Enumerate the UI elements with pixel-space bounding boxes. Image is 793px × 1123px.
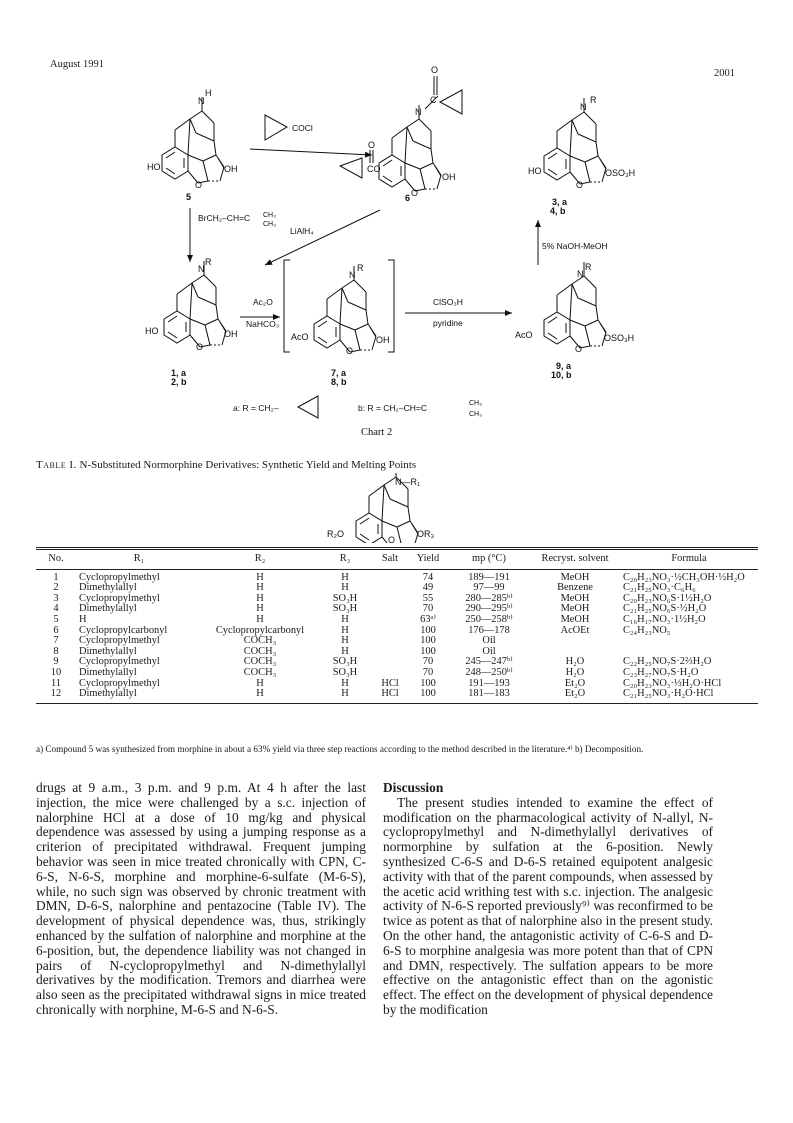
table-cell: H bbox=[318, 689, 372, 703]
table-cell: C₂₀H₂₃NO₃·½CH₃OH·½H₂O bbox=[623, 571, 745, 583]
table-cell: H bbox=[256, 592, 264, 604]
col-mp: mp (°C) bbox=[448, 549, 530, 570]
table-cell: 10 bbox=[50, 666, 62, 678]
svg-text:b: R = CH₂–CH=C: b: R = CH₂–CH=C bbox=[358, 403, 427, 413]
table-cell: C₂₃H₂₇NO₇S·H₂O bbox=[623, 666, 699, 678]
table-cell: C₂₁H₂₅NO₆S·½H₂O bbox=[623, 603, 707, 615]
table-cell: C₂₁H₂₅NO₃·H₂O·HCl bbox=[620, 689, 758, 703]
table-caption bbox=[36, 459, 416, 471]
table-cell: 100 bbox=[420, 677, 436, 689]
table-cell bbox=[372, 569, 408, 583]
svg-text:HO: HO bbox=[147, 162, 161, 172]
table-cell: 1 bbox=[53, 571, 59, 583]
svg-text:HO: HO bbox=[145, 326, 159, 336]
svg-text:CH₃: CH₃ bbox=[469, 411, 482, 418]
table-structure bbox=[325, 473, 475, 543]
table-cell: Cyclopropylcarbonyl bbox=[79, 624, 168, 636]
svg-text:O: O bbox=[368, 140, 376, 150]
table-cell: MeOH bbox=[560, 571, 590, 583]
table-cell: 55 bbox=[422, 592, 434, 604]
svg-text:OH: OH bbox=[224, 164, 238, 174]
table-cell: 70 bbox=[422, 656, 434, 668]
table-cell bbox=[372, 583, 408, 594]
table-cell: Dimethylallyl bbox=[79, 582, 137, 594]
svg-text:H: H bbox=[205, 88, 212, 98]
table-cell: 5 bbox=[53, 613, 59, 625]
structure-5 bbox=[147, 88, 238, 202]
discussion-paragraph: The present studies intended to examine the effect of modification on the pharmacological activity of N-allyl, N-cyclopropylmethyl and N-dimethylallyl derivatives of normorphine by sulfation at the 6-position. Newly synthesized C-6-S and D-6-S retained equipotent analgesic activity with that of the parent compounds, when assessed by the acetic acid writhing test with s.c. injection. The analgesic activity of N-6-S reported previously⁹⁾ was reconfirmed to be twice as potent as that of nalorphine also in the present study. On the other hand, the antagonistic activity of C-6-S and D-6-S to morphine analgesia was more potent than that of CPN and DMN, respectively. The sulfation appears to be more effective on the antagonistic effect than on the agonistic effect. The effect on the development of physical dependence by the modification bbox=[383, 794, 713, 1017]
table-cell: COCH₃ bbox=[243, 645, 277, 657]
reagent-cyclopropanecarbonyl-chloride bbox=[265, 115, 313, 140]
table-cell: H bbox=[341, 571, 349, 583]
table-cell: H bbox=[256, 603, 264, 615]
structure-1-2 bbox=[145, 257, 238, 387]
table-cell: 280—285ᵇ⁾ bbox=[465, 592, 513, 604]
svg-text:R: R bbox=[357, 263, 364, 273]
svg-text:8, b: 8, b bbox=[331, 377, 347, 387]
col-r1: R₁ bbox=[76, 549, 202, 570]
svg-text:N: N bbox=[580, 102, 587, 112]
table-cell: 290—295ᵇ⁾ bbox=[465, 603, 513, 615]
svg-text:O: O bbox=[346, 346, 354, 356]
table-cell: 176—178 bbox=[468, 624, 510, 636]
table-cell: 97—99 bbox=[473, 582, 505, 594]
reagent-naoh-meoh: 5% NaOH-MeOH bbox=[542, 241, 608, 251]
table-cell: MeOH bbox=[560, 613, 590, 625]
table-cell bbox=[372, 615, 408, 626]
table-cell: H bbox=[256, 582, 264, 594]
svg-text:OSO₃H: OSO₃H bbox=[604, 333, 635, 343]
compound-label-9-10: 9, a bbox=[556, 361, 572, 371]
table-cell bbox=[372, 594, 408, 605]
table-cell: HCl bbox=[381, 677, 399, 689]
table-cell: Cyclopropylmethyl bbox=[79, 571, 160, 583]
table-cell bbox=[620, 636, 758, 647]
table-cell: 6 bbox=[53, 624, 59, 636]
svg-text:CO: CO bbox=[367, 164, 381, 174]
table-cell: HCl bbox=[372, 689, 408, 703]
table-cell: COCH₃ bbox=[243, 666, 277, 678]
reagent-ac2o: Ac₂O bbox=[253, 297, 273, 307]
table-cell: 248—250ᵇ⁾ bbox=[465, 666, 513, 678]
svg-text:O: O bbox=[431, 65, 439, 75]
table-cell bbox=[530, 636, 620, 647]
table-cell: 12 bbox=[36, 689, 76, 703]
table-cell: SO₃H bbox=[332, 592, 358, 604]
table-cell: C₂₁H₂₅NO₃·C₆H₆ bbox=[623, 582, 696, 594]
col-formula: Formula bbox=[620, 549, 758, 570]
table-cell: COCH₃ bbox=[243, 656, 277, 668]
table-cell: 100 bbox=[408, 689, 448, 703]
svg-text:a: R = CH₂–: a: R = CH₂– bbox=[233, 403, 279, 413]
svg-text:O: O bbox=[196, 342, 204, 352]
table-cell bbox=[372, 636, 408, 647]
table-cell: H₂O bbox=[565, 656, 585, 668]
table-row bbox=[36, 569, 758, 583]
table-cell: Dimethylallyl bbox=[79, 603, 137, 615]
table-cell: 100 bbox=[420, 645, 436, 657]
svg-text:AcO: AcO bbox=[515, 330, 533, 340]
table-cell: 2 bbox=[53, 582, 59, 594]
table-cell bbox=[372, 657, 408, 668]
table-cell: 250—258ᵇ⁾ bbox=[465, 613, 513, 625]
table-cell bbox=[372, 626, 408, 637]
svg-text:O: O bbox=[388, 535, 396, 543]
table-cell: H bbox=[256, 571, 264, 583]
table-cell: 70 bbox=[422, 666, 434, 678]
svg-text:CH₃: CH₃ bbox=[469, 400, 482, 407]
table-cell: 3 bbox=[53, 592, 59, 604]
svg-text:CH₃: CH₃ bbox=[263, 212, 276, 219]
structure-7-8 bbox=[284, 260, 394, 387]
svg-text:OH: OH bbox=[376, 335, 390, 345]
table-cell: 63ᵃ⁾ bbox=[420, 613, 436, 625]
table-cell: H bbox=[341, 624, 349, 636]
col-yield: Yield bbox=[408, 549, 448, 570]
table-cell: Cyclopropylmethyl bbox=[79, 592, 160, 604]
svg-text:OR₃: OR₃ bbox=[417, 529, 435, 539]
substituent-legend bbox=[233, 396, 482, 418]
table-cell: H bbox=[341, 582, 349, 594]
table-cell: 181—183 bbox=[448, 689, 530, 703]
right-column bbox=[383, 781, 713, 1018]
table-cell: 7 bbox=[53, 635, 59, 647]
running-header-date: August 1991 bbox=[50, 59, 104, 70]
table-cell: H bbox=[341, 677, 349, 689]
structure-6 bbox=[340, 65, 462, 203]
svg-text:HO: HO bbox=[528, 166, 542, 176]
compound-label-5: 5 bbox=[186, 192, 192, 202]
arrow-5-to-6 bbox=[250, 149, 372, 155]
structure-3-4 bbox=[528, 95, 635, 216]
table-cell: 245—247ᵇ⁾ bbox=[465, 656, 513, 668]
table-cell: SO₃H bbox=[332, 656, 358, 668]
table-title: N-Substituted Normorphine Derivatives: Synthetic Yield and Melting Points bbox=[79, 459, 417, 471]
table-cell: COCH₃ bbox=[243, 635, 277, 647]
svg-text:N: N bbox=[198, 264, 205, 274]
table-header-row bbox=[36, 549, 758, 570]
table-cell: 8 bbox=[53, 645, 59, 657]
data-table bbox=[36, 547, 758, 704]
svg-text:10, b: 10, b bbox=[551, 370, 572, 380]
table-cell bbox=[372, 668, 408, 679]
svg-text:O: O bbox=[411, 188, 419, 198]
table-cell bbox=[372, 647, 408, 658]
compound-label-3-4-b: 4, b bbox=[550, 206, 566, 216]
svg-text:C: C bbox=[430, 95, 437, 105]
table-cell: H bbox=[341, 645, 349, 657]
table-label: Table I. bbox=[36, 459, 77, 471]
svg-text:COCl: COCl bbox=[292, 123, 313, 133]
col-solvent: Recryst. solvent bbox=[530, 549, 620, 570]
table-cell: 11 bbox=[50, 677, 61, 689]
reaction-scheme bbox=[0, 0, 793, 450]
svg-text:OSO₃H: OSO₃H bbox=[605, 168, 636, 178]
svg-text:N: N bbox=[415, 107, 422, 117]
svg-text:N—R₁: N—R₁ bbox=[395, 477, 421, 487]
svg-text:OH: OH bbox=[442, 172, 456, 182]
table-cell: Dimethylallyl bbox=[79, 645, 137, 657]
compound-label-7-8: 7, a bbox=[331, 368, 347, 378]
table-cell: C₂₂H₂₅NO₇S·2⅔H₂O bbox=[623, 656, 712, 668]
table-cell: SO₃H bbox=[332, 603, 358, 615]
table-cell: 100 bbox=[420, 624, 436, 636]
table-cell: H₂O bbox=[565, 666, 585, 678]
table-cell: Cyclopropylcarbonyl bbox=[215, 624, 305, 636]
svg-text:N: N bbox=[349, 270, 356, 280]
table-cell bbox=[372, 604, 408, 615]
col-no: No. bbox=[36, 549, 76, 570]
table-cell: H bbox=[341, 613, 349, 625]
svg-text:R: R bbox=[590, 95, 597, 105]
table-row bbox=[36, 668, 758, 679]
table-cell: H bbox=[79, 613, 87, 625]
reagent-prenyl-bromide bbox=[198, 212, 276, 228]
table-cell: 100 bbox=[420, 635, 436, 647]
table-cell: 189—191 bbox=[468, 571, 510, 583]
svg-text:O: O bbox=[576, 180, 584, 190]
svg-text:R: R bbox=[205, 257, 212, 267]
table-cell: 4 bbox=[53, 603, 59, 615]
svg-text:O: O bbox=[575, 344, 583, 354]
table-cell: Benzene bbox=[557, 582, 593, 594]
table-cell: Oil bbox=[482, 635, 496, 647]
col-r2: R₂ bbox=[202, 549, 318, 570]
reagent-pyridine: pyridine bbox=[433, 318, 463, 328]
table-cell: Cyclopropylmethyl bbox=[79, 635, 160, 647]
table-cell: Et₂O bbox=[530, 689, 620, 703]
table-cell: H bbox=[202, 689, 318, 703]
svg-text:R₂O: R₂O bbox=[327, 529, 344, 539]
col-r3: R₃ bbox=[318, 549, 372, 570]
arrow-6-to-1 bbox=[265, 210, 380, 265]
reagent-clso3h: ClSO₃H bbox=[433, 297, 463, 307]
reagent-nahco3: NaHCO₃ bbox=[246, 319, 280, 329]
svg-text:OH: OH bbox=[224, 329, 238, 339]
table-cell: C₁₆H₁₇NO₃·1½H₂O bbox=[623, 613, 706, 625]
table-cell: 70 bbox=[422, 603, 434, 615]
svg-text:O: O bbox=[195, 180, 203, 190]
svg-text:N: N bbox=[577, 269, 584, 279]
left-paragraph: drugs at 9 a.m., 3 p.m. and 9 p.m. At 4 h after the last injection, the mice were challenged by a s.c. injection of nalorphine HCl at a dose of 10 mg/kg and physical dependence was assessed by using a jumping response as a criterion of precipitated withdrawal. Frequent jumping behavior was seen in mice treated chronically with CPN, C-6-S, N-6-S, morphine and morphine-6-sulfate (M-6-S), while, no such sign was observed by chronic treatment with DMN, D-6-S, nalorphine and pentazocine (Table IV). The development of physical dependence was, thus, strikingly enhanced by the sulfation of nalorphine and morphine at the 6-position, but, the dependence liability was not changed in pairs of N-cyclopropylmethyl and N-dimethylallyl derivatives by the modification. Tremors and diarrhea were also seen as the precipitated withdrawal signs in mice treated chronically with norphine, M-6-S and N-6-S. bbox=[36, 780, 366, 1017]
table-cell: Et₂O bbox=[564, 677, 586, 689]
table-cell: C₂₀H₂₃NO₃·⅓H₂O·HCl bbox=[623, 677, 722, 689]
table-cell: 191—193 bbox=[468, 677, 510, 689]
table-cell: Cyclopropylmethyl bbox=[79, 677, 160, 689]
table-cell: Cyclopropylmethyl bbox=[79, 656, 160, 668]
table-cell: Dimethylallyl bbox=[79, 666, 137, 678]
table-cell: SO₃H bbox=[332, 666, 358, 678]
svg-text:2, b: 2, b bbox=[171, 377, 187, 387]
table-cell: Dimethylallyl bbox=[76, 689, 202, 703]
left-column bbox=[36, 781, 366, 1018]
atom-n: N bbox=[198, 96, 205, 106]
table-cell: Oil bbox=[482, 645, 496, 657]
page-number: 2001 bbox=[714, 68, 735, 79]
table-cell: C₂₀H₂₃NO₆S·1½H₂O bbox=[623, 592, 712, 604]
svg-text:AcO: AcO bbox=[291, 332, 309, 342]
table-cell: H bbox=[256, 613, 264, 625]
svg-text:R: R bbox=[585, 262, 592, 272]
compound-label-6: 6 bbox=[405, 193, 411, 203]
table-cell: AcOEt bbox=[560, 624, 590, 636]
reagent-lialh4: LiAlH₄ bbox=[290, 226, 314, 236]
svg-text:BrCH₂–CH=C: BrCH₂–CH=C bbox=[198, 213, 251, 223]
svg-text:CH₃: CH₃ bbox=[263, 221, 276, 228]
table-cell: 74 bbox=[422, 571, 434, 583]
table-cell: MeOH bbox=[560, 592, 590, 604]
compound-label-1-2: 1, a bbox=[171, 368, 187, 378]
table-footnote: a) Compound 5 was synthesized from morphine in about a 63% yield via three step reactions according to the method described in the literature.⁴⁾ b) Decomposition. bbox=[36, 744, 644, 754]
section-heading-discussion: Discussion bbox=[383, 780, 444, 795]
table-cell: 49 bbox=[422, 582, 434, 594]
table-row bbox=[36, 689, 758, 703]
chart-caption: Chart 2 bbox=[361, 427, 393, 438]
table-cell: H bbox=[341, 635, 349, 647]
table-row bbox=[36, 636, 758, 647]
structure-9-10 bbox=[515, 262, 634, 380]
col-salt: Salt bbox=[372, 549, 408, 570]
table-cell: MeOH bbox=[560, 603, 590, 615]
table-cell: H bbox=[256, 677, 264, 689]
table-cell: 9 bbox=[53, 656, 59, 668]
compound-label-3-4: 3, a bbox=[552, 197, 568, 207]
table-cell: C₂₄H₂₃NO₅ bbox=[623, 624, 671, 636]
table-row bbox=[36, 615, 758, 626]
